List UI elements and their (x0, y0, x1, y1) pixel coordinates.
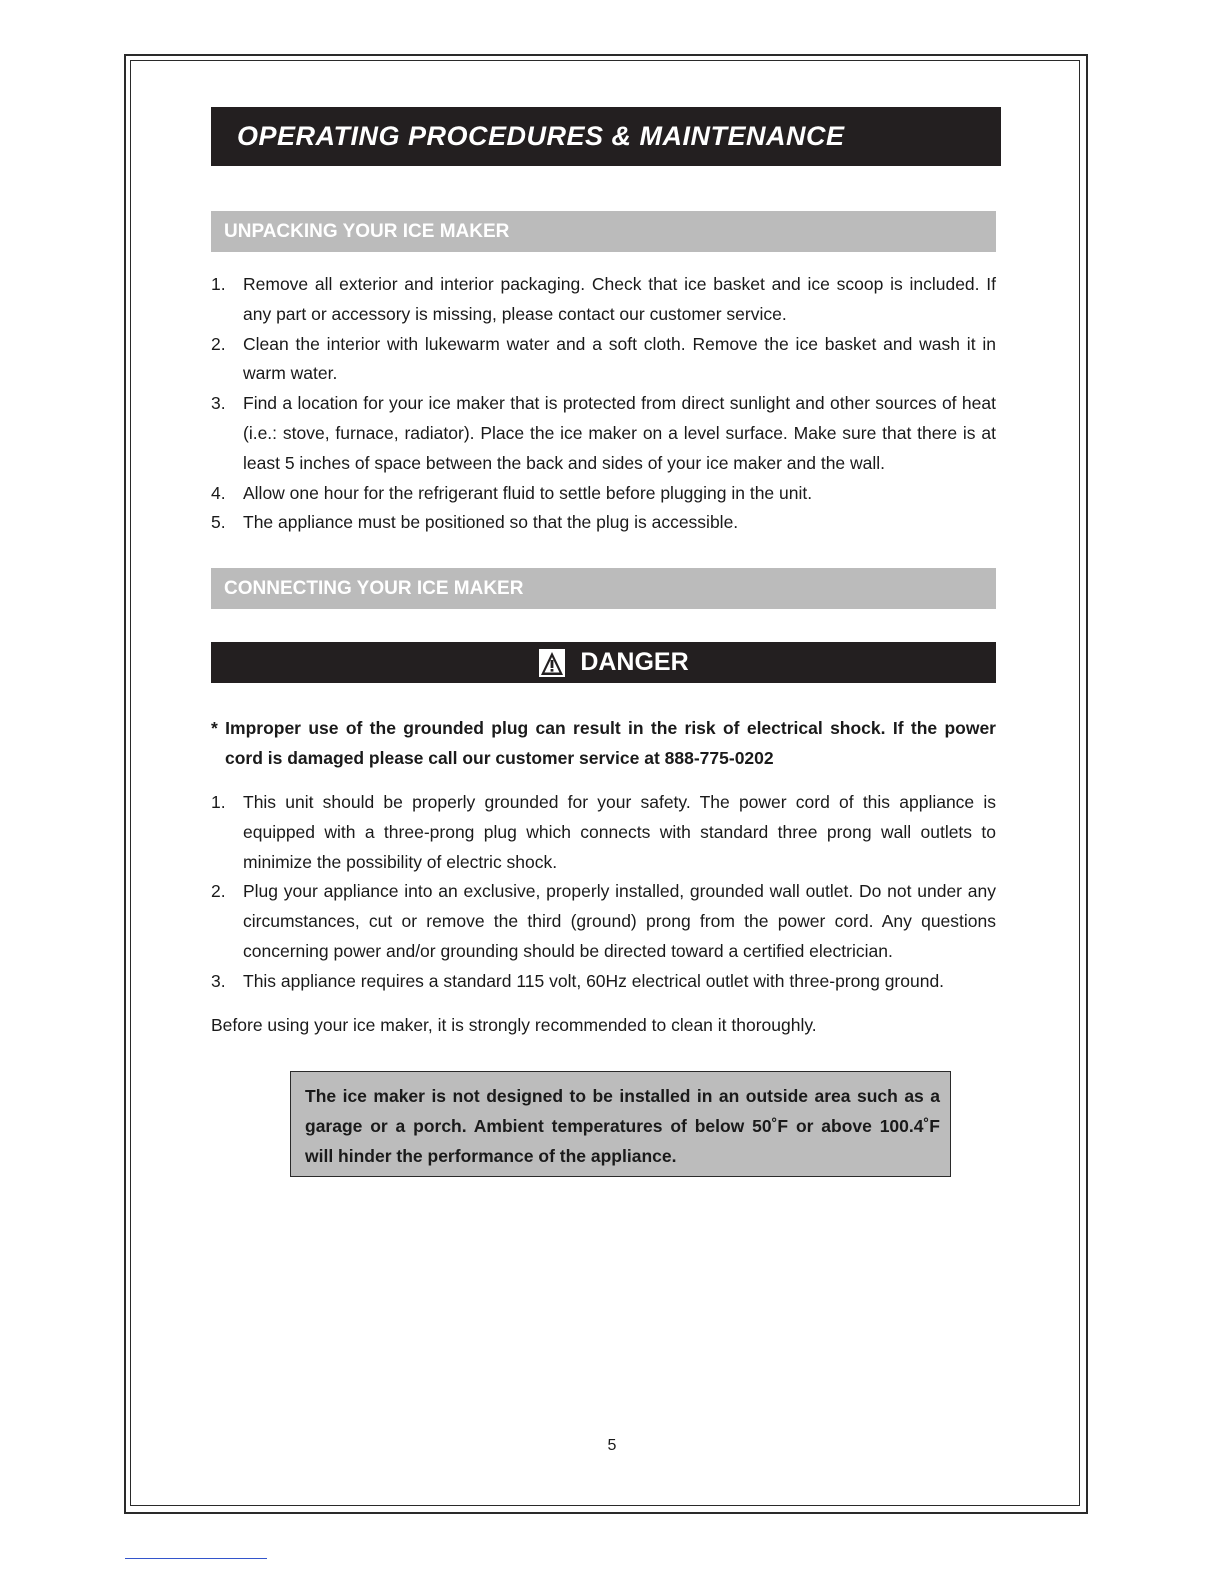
grounded-plug-warning: * Improper use of the grounded plug can result in the risk of electrical shock. If the power cord is damaged please call our customer service at 888-775-0202 (211, 718, 996, 768)
warning-triangle-icon (538, 648, 566, 678)
installation-notice-box: The ice maker is not designed to be installed in an outside area such as a garage or a porch. Ambient temperatures of below 50˚F or above 100.4˚F will hinder the performance of the appliance. (290, 1071, 951, 1177)
list-item-text: Allow one hour for the refrigerant fluid to settle before plugging in the unit. (243, 482, 813, 503)
list-item-text: This unit should be properly grounded for your safety. The power cord of this appliance is equipped with a three-prong plug which connects with standard three prong wall outlets to minimize the possibility of electric shock. (243, 792, 996, 872)
page-title: OPERATING PROCEDURES & MAINTENANCE (211, 107, 1001, 166)
danger-label: DANGER (580, 648, 689, 676)
list-item-text: The appliance must be positioned so that the plug is accessible. (243, 512, 739, 533)
list-item: 4. Allow one hour for the refrigerant fluid to settle before plugging in the unit. (211, 482, 813, 503)
danger-banner (211, 642, 996, 683)
list-item: 3. Find a location for your ice maker that is protected from direct sunlight and other sources of heat (i.e.: stove, furnace, radiator). Place the ice maker on a level surface. Make sure that there is at least 5 inches of space between the back and sides of your ice maker and the wall. (211, 393, 996, 473)
list-item-text: Plug your appliance into an exclusive, properly installed, grounded wall outlet. Do not under any circumstances, cut or remove the third (ground) prong from the power cord. Any questions concerning power and/or grounding should be directed toward a certified electrician. (243, 881, 996, 961)
list-item: 2. Clean the interior with lukewarm water and a soft cloth. Remove the ice basket and wash it in warm water. (211, 333, 996, 384)
list-item: 3. This appliance requires a standard 115 volt, 60Hz electrical outlet with three-prong ground. (211, 970, 945, 991)
list-item: 2. Plug your appliance into an exclusive, properly installed, grounded wall outlet. Do not under any circumstances, cut or remove the third (ground) prong from the power cord. Any questions concerning power and/or grounding should be directed toward a certified electrician. (211, 881, 996, 961)
list-item-text: Remove all exterior and interior packaging. Check that ice basket and ice scoop is included. If any part or accessory is missing, please contact our customer service. (243, 274, 996, 324)
list-item-text: Clean the interior with lukewarm water and a soft cloth. Remove the ice basket and wash it in warm water. (243, 333, 996, 384)
cleaning-recommendation: Before using your ice maker, it is strongly recommended to clean it thoroughly. (211, 1015, 817, 1035)
list-item-text: Find a location for your ice maker that is protected from direct sunlight and other sources of heat (i.e.: stove, furnace, radiator). Place the ice maker on a level surface. Make sure that there is at least 5 inches of space between the back and sides of your ice maker and the wall. (243, 393, 996, 473)
list-item: 1. Remove all exterior and interior packaging. Check that ice basket and ice scoop is included. If any part or accessory is missing, please contact our customer service. (211, 274, 996, 324)
section-heading-connecting: CONNECTING YOUR ICE MAKER (211, 568, 996, 609)
list-item: 5. The appliance must be positioned so that the plug is accessible. (211, 512, 739, 533)
unpacking-list (211, 270, 996, 538)
page-number: 5 (607, 1437, 617, 1454)
section-heading-unpacking: UNPACKING YOUR ICE MAKER (211, 211, 996, 252)
list-item: 1. This unit should be properly grounded for your safety. The power cord of this appliance is equipped with a three-prong plug which connects with standard three prong wall outlets to minimize the possibility of electric shock. (211, 792, 996, 872)
connecting-list (211, 788, 996, 997)
footer-rule (125, 1558, 267, 1559)
list-item-text: This appliance requires a standard 115 volt, 60Hz electrical outlet with three-prong ground. (243, 970, 945, 991)
